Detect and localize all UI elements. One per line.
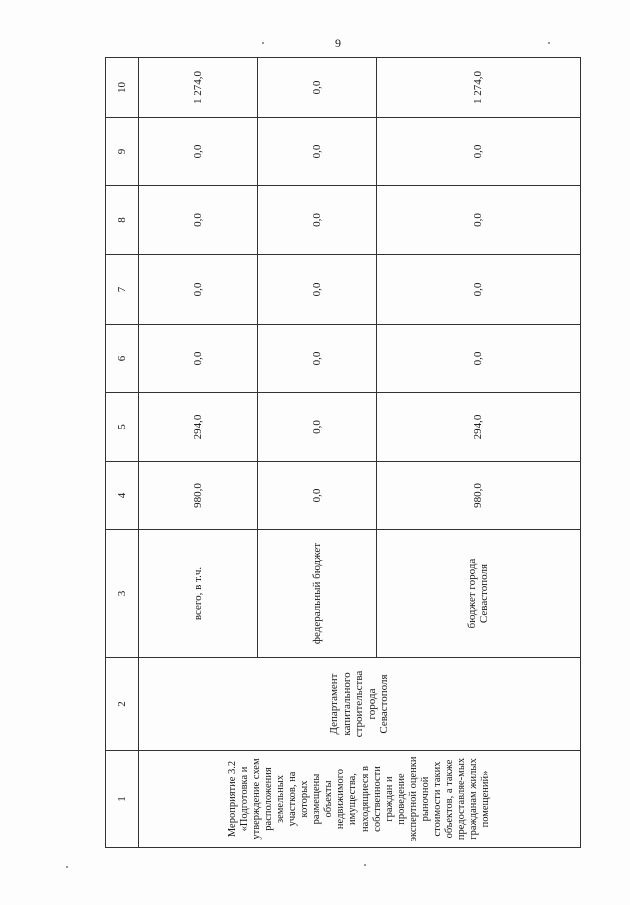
executor-cell: Департамент капитального строительства города Севастополя <box>139 658 581 751</box>
total-cell: 1 274,0 <box>139 58 258 118</box>
value-cell: 0,0 <box>139 255 258 325</box>
value-cell: 0,0 <box>257 393 376 462</box>
value-cell: 0,0 <box>257 462 376 530</box>
budget-table <box>105 57 581 848</box>
column-number: 8 <box>106 186 139 255</box>
value-cell: 0,0 <box>139 325 258 393</box>
table-row <box>139 58 258 848</box>
value-cell: 0,0 <box>376 118 580 186</box>
total-cell: 0,0 <box>257 58 376 118</box>
value-cell: 0,0 <box>257 118 376 186</box>
funding-source: бюджет города Севастополя <box>376 530 580 658</box>
funding-source: федеральный бюджет <box>257 530 376 658</box>
scan-speck <box>364 864 366 866</box>
scan-speck <box>66 866 68 868</box>
column-number: 4 <box>106 462 139 530</box>
page-number: 9 <box>335 36 341 50</box>
measure-description: Мероприятие 3.2 «Подготовка и утверждение схем расположения земельных участков, на которых размещены объекты недвижимого имущества, находящиеся в собственности граждан и проведение экспертной оценки рыночной стоимости таких объектов, а также предоставляе-мых гражданам жилых помещений» <box>139 751 581 848</box>
value-cell: 0,0 <box>376 325 580 393</box>
value-cell: 980,0 <box>376 462 580 530</box>
scan-speck <box>548 42 550 44</box>
value-cell: 0,0 <box>257 325 376 393</box>
scan-speck <box>262 42 264 44</box>
column-number: 1 <box>106 751 139 848</box>
value-cell: 0,0 <box>139 186 258 255</box>
total-cell: 1 274,0 <box>376 58 580 118</box>
funding-source: всего, в т.ч. <box>139 530 258 658</box>
value-cell: 0,0 <box>257 186 376 255</box>
header-row <box>106 58 139 848</box>
value-cell: 0,0 <box>257 255 376 325</box>
column-number: 10 <box>106 58 139 118</box>
column-number: 9 <box>106 118 139 186</box>
column-number: 6 <box>106 325 139 393</box>
column-number: 5 <box>106 393 139 462</box>
column-number: 7 <box>106 255 139 325</box>
column-number: 3 <box>106 530 139 658</box>
rotated-table-container <box>105 58 581 848</box>
value-cell: 0,0 <box>139 118 258 186</box>
value-cell: 0,0 <box>376 255 580 325</box>
value-cell: 294,0 <box>139 393 258 462</box>
value-cell: 0,0 <box>376 186 580 255</box>
value-cell: 980,0 <box>139 462 258 530</box>
value-cell: 294,0 <box>376 393 580 462</box>
column-number: 2 <box>106 658 139 751</box>
